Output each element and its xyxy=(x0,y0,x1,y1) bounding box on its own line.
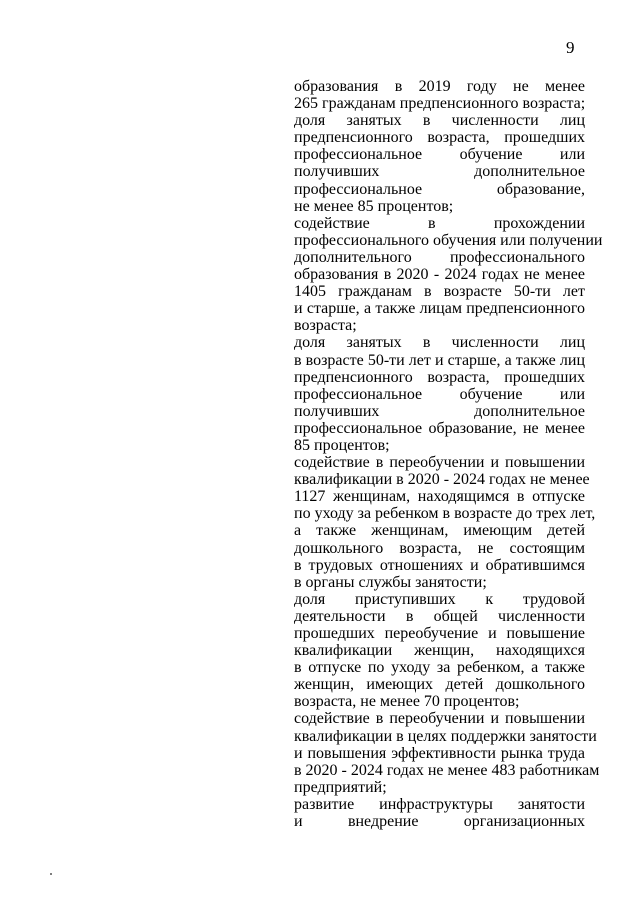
text-line: в 2020 - 2024 годах не менее 483 работникам xyxy=(294,761,600,779)
text-line: содействие в переобучении и повышении xyxy=(294,710,585,728)
text-line: предпенсионного возраста, прошедших xyxy=(294,368,585,386)
text-line: по уходу за ребенком в возрасте до трех лет, xyxy=(294,505,596,523)
text-line: получивших дополнительное xyxy=(294,402,585,420)
text-line: а также женщинам, имеющим детей xyxy=(294,522,585,540)
text-line: и старше, а также лицам предпенсионного xyxy=(294,300,585,318)
text-line: квалификации в 2020 - 2024 годах не менее xyxy=(294,471,590,489)
text-line: дошкольного возраста, не состоящим xyxy=(294,539,585,557)
text-line: возраста; xyxy=(294,317,357,335)
scan-speck xyxy=(50,873,52,875)
text-line: в возрасте 50-ти лет и старше, а также лиц xyxy=(294,351,585,369)
text-line: квалификации в целях поддержки занятости xyxy=(294,727,597,745)
text-line: в отпуске по уходу за ребенком, а также xyxy=(294,659,585,677)
text-line: и внедрение организационных xyxy=(294,813,585,831)
text-line: профессиональное обучение или xyxy=(294,385,585,403)
text-line: квалификации женщин, находящихся xyxy=(294,642,585,660)
text-line: профессиональное обучение или xyxy=(294,146,585,164)
text-line: профессиональное образование, xyxy=(294,180,585,198)
text-line: 265 гражданам предпенсионного возраста; xyxy=(294,95,586,113)
text-line: дополнительного профессионального xyxy=(294,248,585,266)
page-number: 9 xyxy=(566,38,575,57)
text-line: возраста, не менее 70 процентов; xyxy=(294,693,520,711)
text-line: и повышения эффективности рынка труда xyxy=(294,744,585,762)
text-line: не менее 85 процентов; xyxy=(294,197,454,215)
text-line: доля приступивших к трудовой xyxy=(294,590,585,608)
text-line: профессиональное образование, не менее xyxy=(294,419,585,437)
text-line: женщин, имеющих детей дошкольного xyxy=(294,676,585,694)
text-line: в трудовых отношениях и обратившимся xyxy=(294,556,585,574)
text-line: деятельности в общей численности xyxy=(294,607,585,625)
text-line: доля занятых в численности лиц xyxy=(294,334,585,352)
text-line: прошедших переобучение и повышение xyxy=(294,625,585,642)
text-line: содействие в прохождении xyxy=(294,214,585,232)
text-line: получивших дополнительное xyxy=(294,163,585,181)
text-line: предпенсионного возраста, прошедших xyxy=(294,129,585,147)
text-line: содействие в переобучении и повышении xyxy=(294,454,585,472)
document-body xyxy=(294,78,603,831)
text-line: 85 процентов; xyxy=(294,436,390,454)
text-line: предприятий; xyxy=(294,778,387,796)
text-line: доля занятых в численности лиц xyxy=(294,112,585,130)
text-line: образования в 2019 году не менее xyxy=(294,78,585,95)
text-line: в органы службы занятости; xyxy=(294,573,487,591)
text-line: 1405 гражданам в возрасте 50-ти лет xyxy=(294,283,585,301)
text-line: профессионального обучения или получении xyxy=(294,231,603,249)
text-line: образования в 2020 - 2024 годах не менее xyxy=(294,266,585,284)
text-line: развитие инфраструктуры занятости xyxy=(294,795,585,813)
text-line: 1127 женщинам, находящимся в отпуске xyxy=(294,488,585,506)
